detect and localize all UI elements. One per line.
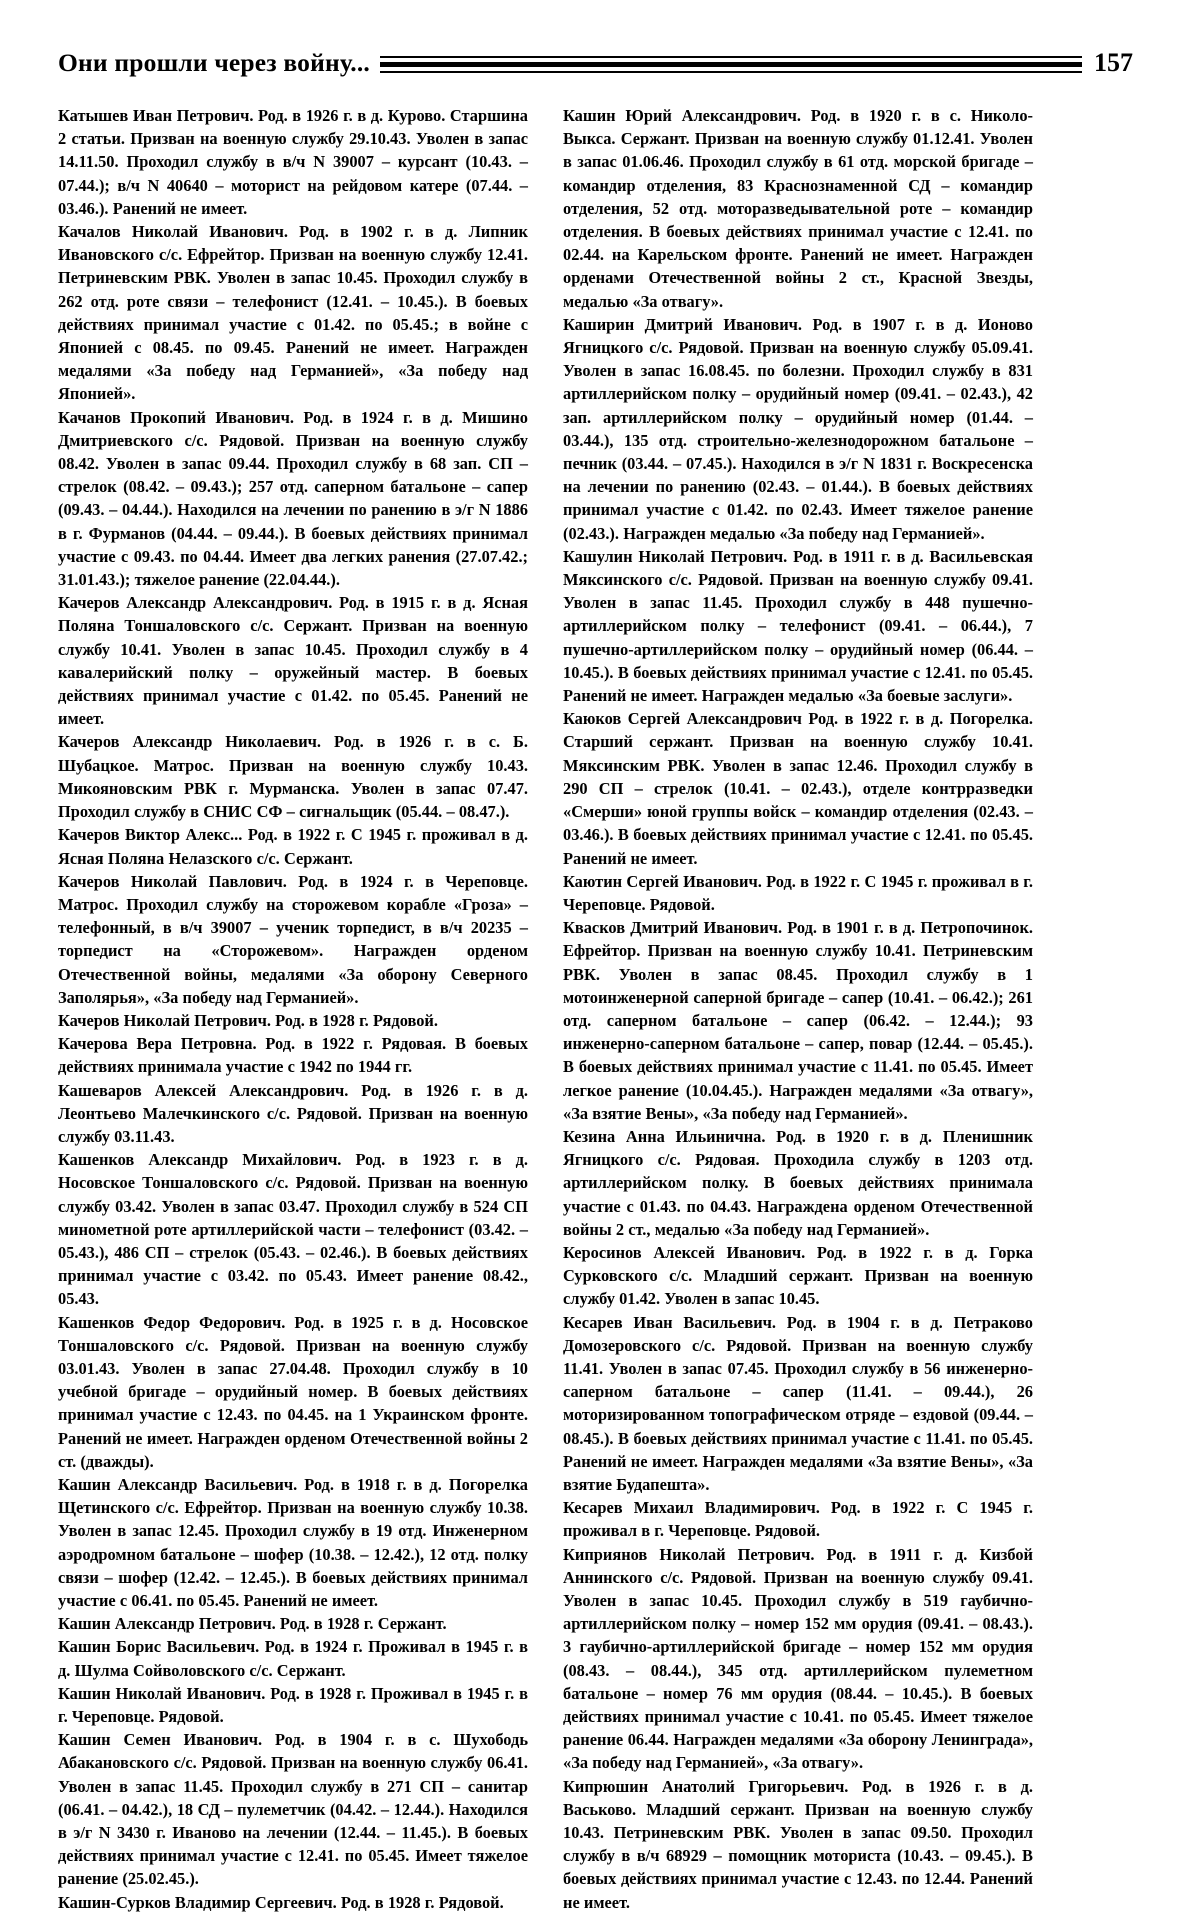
biography-entry: Качеров Николай Павлович. Род. в 1924 г. в Череповце. Матрос. Проходил службу на сторожевом корабле «Гроза» – телефонный, в в/ч 39007 – ученик торпедист, в в/ч 20235 – торпедист на «Сторожевом». Награжден орденом Отечественной войны, медалями «За оборону Северного Заполярья», «За победу над Германией». xyxy=(58,871,528,1007)
biography-entry: Кашулин Николай Петрович. Род. в 1911 г. в д. Васильевская Мяксинского с/с. Рядовой. Призван на военную службу 09.41. Уволен в запас 11.45. Проходил службу в 448 пушечно-артиллерийском полку – телефонист (09.41. – 06.44.), 7 пушечно-артиллерийском полку – орудийный номер (06.44. – 10.45.). В боевых действиях принимал участие с 12.41. по 05.45. Ранений не имеет. Награжден медалью «За боевые заслуги». xyxy=(563,546,1033,706)
biography-entry: Каюков Сергей Александрович Род. в 1922 г. в д. Погорелка. Старший сержант. Призван на военную службу 10.41. Мяксинским РВК. Уволен в запас 12.46. Проходил службу в 290 СП – стрелок (10.41. – 02.43.), отделе контрразведки «Смерши» юной группы войск – командир отделения (02.43. – 03.46.). В боевых действиях принимал участие с 12.41. по 05.45. Ранений не имеет. xyxy=(563,709,1033,868)
biography-entry: Кашенков Александр Михайлович. Род. в 1923 г. в д. Носовское Тоншаловского с/с. Рядовой. Призван на военную службу 03.42. Уволен в запас 03.47. Проходил службу в 524 СП минометной роте артиллерийской части – телефонист (03.42. – 05.43.), 486 СП – стрелок (05.43. – 02.46.). В боевых действиях принимал участие с 03.42. по 05.43. Имеет ранение 08.42., 05.43. xyxy=(58,1150,528,1309)
biography-entry: Кашин Николай Иванович. Род. в 1928 г. Проживал в 1945 г. в г. Череповце. Рядовой. xyxy=(58,1683,528,1727)
biography-entry: Каширин Дмитрий Иванович. Род. в 1907 г. в д. Ионово Ягницкого с/с. Рядовой. Призван на военную службу 05.09.41. Уволен в запас 16.08.45. по болезни. Проходил службу в 831 артиллерийском полку – орудийный номер (09.41. – 02.43.), 42 зап. артиллерийском полку – орудийный номер (01.44. – 03.44.), 135 отд. строительно-железнодорожном батальоне – печник (03.44. – 07.45.). Находился в э/г N 1831 г. Воскресенска на лечении по ранению (02.43. – 01.44.). В боевых действиях принимал участие с 01.42. по 02.43. Имеет тяжелое ранение (02.43.). Награжден медалью «За победу над Германией». xyxy=(563,314,1033,543)
biography-entry: Кашин Семен Иванович. Род. в 1904 г. в с. Шухободь Абакановского с/с. Рядовой. Призван на военную службу 06.41. Уволен в запас 11.45. Проходил службу в 271 СП – санитар (06.41. – 04.42.), 18 СД – пулеметчик (04.42. – 12.44.). Находился в э/г N 3430 г. Иваново на лечении (12.44. – 11.45.). В боевых действиях принимал участие с 12.41. по 05.45. Имеет тяжелое ранение (25.02.45.). xyxy=(58,1730,528,1889)
biography-entry: Качанов Прокопий Иванович. Род. в 1924 г. в д. Мишино Дмитриевского с/с. Рядовой. Призван на военную службу 08.42. Уволен в запас 09.44. Проходил службу в 68 зап. СП – стрелок (08.42. – 09.43.); 257 отд. саперном батальоне – сапер (09.43. – 04.44.). Находился на лечении по ранению в э/г N 1886 в г. Фурманов (04.44. – 09.44.). В боевых действиях принимал участие с 09.43. по 04.44. Имеет два легких ранения (27.07.42.; 31.01.43.); тяжелое ранение (22.04.44.). xyxy=(58,407,528,590)
biography-entry: Квасков Дмитрий Иванович. Род. в 1901 г. в д. Петропочинок. Ефрейтор. Призван на военную службу 10.41. Петриневским РВК. Уволен в запас 08.45. Проходил службу в 1 мотоинженерной саперной бригаде – сапер (10.41. – 06.42.); 261 отд. саперном батальоне – сапер (06.42. – 12.44.); 93 инженерно-саперном батальоне – сапер, повар (12.44. – 05.45.). В боевых действиях принимал участие с 11.41. по 05.45. Имеет легкое ранение (10.04.45.). Награжден медалями «За отвагу», «За взятие Вены», «За победу над Германией». xyxy=(563,918,1033,1123)
biography-entry: Керосинов Алексей Иванович. Род. в 1922 г. в д. Горка Сурковского с/с. Младший сержант. Призван на военную службу 01.42. Уволен в запас 10.45. xyxy=(563,1242,1033,1309)
biography-entry: Качалов Николай Иванович. Род. в 1902 г. в д. Липник Ивановского с/с. Ефрейтор. Призван на военную службу 12.41. Петриневским РВК. Уволен в запас 10.45. Проходил службу в 262 отд. роте связи – телефонист (12.41. – 10.45.). В боевых действиях принимал участие с 01.42. по 05.45.; в войне с Японией с 08.45. по 09.45. Ранений не имеет. Награжден медалями «За победу над Германией», «За победу над Японией». xyxy=(58,222,528,404)
header-divider-rule-thick xyxy=(380,62,1082,67)
biography-entry: Кашин Александр Петрович. Род. в 1928 г. Сержант. xyxy=(58,1614,447,1634)
biography-entry: Кашеваров Алексей Александрович. Род. в 1926 г. в д. Леонтьево Малечкинского с/с. Рядовой. Призван на военную службу 03.11.43. xyxy=(58,1080,528,1146)
biography-entry: Качеров Виктор Алекс... Род. в 1922 г. С 1945 г. проживал в д. Ясная Поляна Нелазского с/с. Сержант. xyxy=(58,825,528,868)
biography-entry: Кашин Александр Васильевич. Род. в 1918 г. в д. Погорелка Щетинского с/с. Ефрейтор. Призван на военную службу 10.38. Уволен в запас 12.45. Проходил службу в 19 отд. Инженерном аэродромном батальоне – шофер (10.38. – 12.42.), 12 отд. полку связи – шофер (12.42. – 12.45.). В боевых действиях принимал участие с 06.41. по 05.45. Ранений не имеет. xyxy=(58,1474,528,1610)
right-column xyxy=(563,104,1033,1912)
two-column-body xyxy=(58,104,1133,1912)
biography-entry: Киприянов Николай Петрович. Род. в 1911 г. д. Кизбой Аннинского с/с. Рядовой. Призван на военную службу 09.41. Уволен в запас 10.45. Проходил службу в 519 гаубично-артиллерийском полку – номер 152 мм орудия (09.41. – 08.43.). 3 гаубично-артиллерийской бригаде – номер 152 мм орудия (08.43. – 08.44.), 345 отд. артиллерийском пулеметном батальоне – номер 76 мм орудия (08.44. – 10.45.). В боевых действиях принимал участие с 10.41. по 05.45. Имеет тяжелое ранение 06.44. Награжден медалями «За оборону Ленинграда», «За победу над Германией», «За отвагу». xyxy=(563,1544,1033,1773)
biography-entry: Качерова Вера Петровна. Род. в 1922 г. Рядовая. В боевых действиях принимала участие с 1942 по 1944 гг. xyxy=(58,1034,528,1077)
book-title: Они прошли через войну... xyxy=(58,48,370,78)
biography-entry: Кесарев Иван Васильевич. Род. в 1904 г. в д. Петраково Домозеровского с/с. Рядовой. Призван на военную службу 11.41. Уволен в запас 07.45. Проходил службу в 56 инженерно-саперном батальоне – сапер (11.41. – 09.44.), 26 моторизированном топографическом отряде – ездовой (09.44. – 08.45.). В боевых действиях принимал участие с 11.41. по 05.45. Ранений не имеет. Награжден медалями «За взятие Вены», «За взятие Будапешта». xyxy=(563,1312,1033,1494)
biography-entry: Качеров Николай Петрович. Род. в 1928 г. Рядовой. xyxy=(58,1010,438,1030)
header-divider-rule xyxy=(380,56,1082,73)
biography-entry: Кесарев Михаил Владимирович. Род. в 1922 г. С 1945 г. проживал в г. Череповце. Рядовой. xyxy=(563,1498,1033,1541)
biography-entry: Кезина Анна Ильинична. Род. в 1920 г. в д. Пленишник Ягницкого с/с. Рядовая. Проходила службу в 1203 отд. артиллерийском полку. В боевых действиях принимала участие с 01.43. по 04.43. Награждена орденом Отечественной войны 2 ст., медалью «За победу над Германией». xyxy=(563,1126,1033,1239)
biography-entry: Кашин-Сурков Владимир Сергеевич. Род. в 1928 г. Рядовой. xyxy=(58,1892,504,1912)
left-column xyxy=(58,104,528,1912)
biography-entry: Кашин Борис Васильевич. Род. в 1924 г. Проживал в 1945 г. в д. Шулма Сойволовского с/с. Сержант. xyxy=(58,1637,528,1680)
biography-entry: Кашенков Федор Федорович. Род. в 1925 г. в д. Носовское Тоншаловского с/с. Рядовой. Призван на военную службу 03.01.43. Уволен в запас 27.04.48. Проходил службу в 10 учебной бригаде – орудийный номер. В боевых действиях принимал участие с 12.43. по 04.45. на 1 Украинском фронте. Ранений не имеет. Награжден орденом Отечественной войны 2 ст. (дважды). xyxy=(58,1312,528,1471)
biography-entry: Катышев Иван Петрович. Род. в 1926 г. в д. Курово. Старшина 2 статьи. Призван на военную службу 29.10.43. Уволен в запас 14.11.50. Проходил службу в в/ч N 39007 – курсант (10.43. – 07.44.); в/ч N 40640 – моторист на рейдовом катере (07.44. – 03.46.). Ранений не имеет. xyxy=(58,106,528,218)
biography-entry: Каютин Сергей Иванович. Род. в 1922 г. С 1945 г. проживал в г. Череповце. Рядовой. xyxy=(563,871,1033,914)
page-number: 157 xyxy=(1094,48,1133,77)
biography-entry: Кашин Юрий Александрович. Род. в 1920 г. в с. Николо-Выкса. Сержант. Призван на военную службу 01.12.41. Уволен в запас 01.06.46. Проходил службу в 61 отд. морской бригаде – командир отделения, 83 Краснознаменной СД – командир отделения, 52 отд. моторазведывательной роте – командир отделения. В боевых действиях принимал участие с 12.41. по 02.44. на Карельском фронте. Ранений не имеет. Награжден орденами Отечественной войны 2 ст., Красной Звезды, медалью «За отвагу». xyxy=(563,106,1033,311)
running-header xyxy=(58,40,1133,86)
biography-entry: Качеров Александр Александрович. Род. в 1915 г. в д. Ясная Поляна Тоншаловского с/с. Сержант. Призван на военную службу 10.41. Уволен в запас 10.45. Проходил службу в 4 кавалерийский полку – оружейный мастер. В боевых действиях принимал участие с 01.42. по 05.45. Ранений не имеет. xyxy=(58,593,528,729)
biography-entry: Качеров Александр Николаевич. Род. в 1926 г. в с. Б. Шубацкое. Матрос. Призван на военную службу 10.43. Микояновским РВК г. Мурманска. Уволен в запас 07.47. Проходил службу в СНИС СФ – сигнальщик (05.44. – 08.47.). xyxy=(58,732,528,822)
biography-entry: Кипрюшин Анатолий Григорьевич. Род. в 1926 г. в д. Васьково. Младший сержант. Призван на военную службу 10.43. Петриневским РВК. Уволен в запас 09.50. Проходил службу в в/ч 68929 – помощник моториста (10.43. – 09.45.). В боевых действиях принимал участие с 12.43. по 12.44. Ранений не имеет. xyxy=(563,1776,1033,1912)
